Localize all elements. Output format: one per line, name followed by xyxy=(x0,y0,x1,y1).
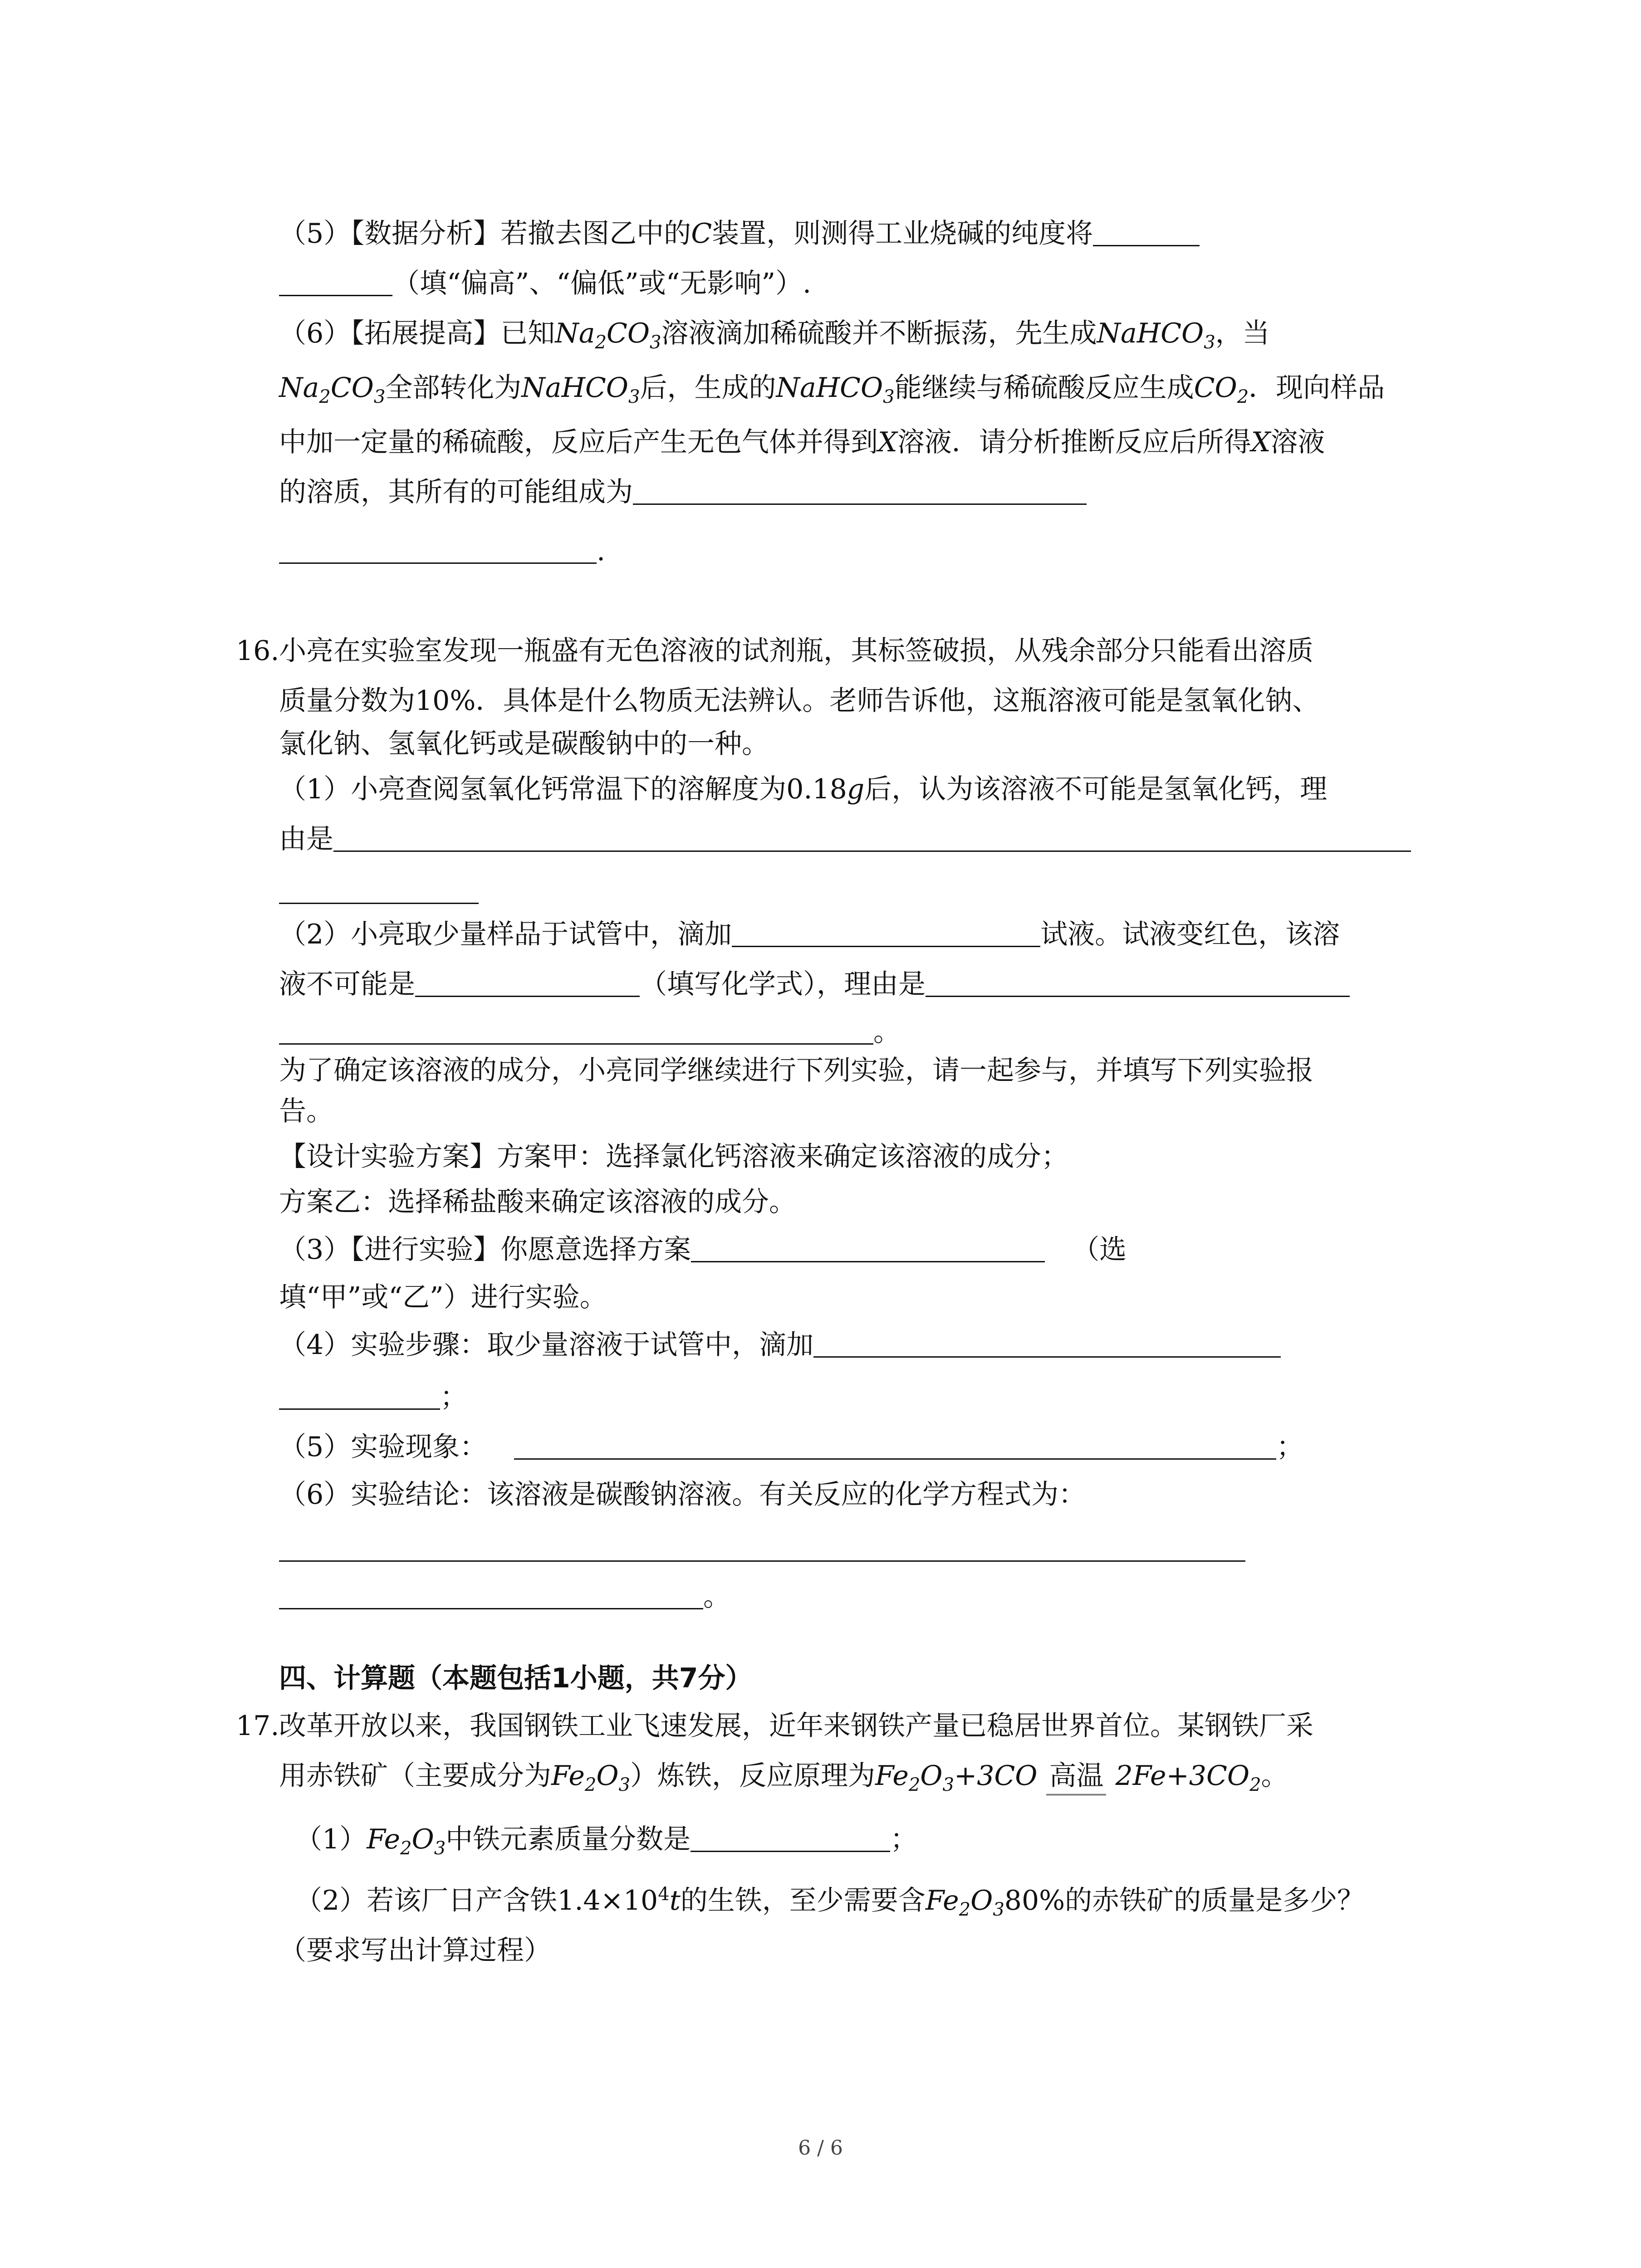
q15-part5-line2 xyxy=(279,265,811,302)
reaction-condition: 高温 xyxy=(1046,1758,1106,1795)
text: （3）【进行实验】你愿意选择方案 xyxy=(279,1234,691,1266)
formula-nahco3: NaHCO$_3$ xyxy=(1097,318,1215,353)
text: 溶液滴加稀硫酸并不断振荡，先生成 xyxy=(661,318,1097,349)
q15-part6-line1 xyxy=(279,315,1270,352)
text: ； xyxy=(1276,1431,1304,1463)
answer-blank[interactable] xyxy=(732,919,1040,947)
answer-blank[interactable] xyxy=(633,477,1087,505)
q15-part6-line3 xyxy=(279,424,1325,460)
answer-blank[interactable] xyxy=(279,1582,703,1609)
q16-number: 16. xyxy=(236,635,279,667)
q16-design-line1: 【设计实验方案】方案甲：选择氯化钙溶液来确定该溶液的成分； xyxy=(279,1141,1068,1173)
q16-stem-line1: 小亮在实验室发现一瓶盛有无色溶液的试剂瓶，其标签破损，从残余部分只能看出溶质 xyxy=(279,635,1313,667)
answer-blank[interactable] xyxy=(926,969,1350,997)
text: ．现向样品 xyxy=(1249,372,1385,404)
text: 的生铁，至少需要含 xyxy=(680,1885,926,1916)
text: 质量分数为 xyxy=(279,685,415,717)
section-title: 四、计算题（本题包括1小题，共7分） xyxy=(279,1662,753,1694)
text: ； xyxy=(890,1823,918,1855)
formula-fe2o3: $Fe_2O_3$ xyxy=(925,1885,1004,1920)
answer-blank[interactable] xyxy=(1093,219,1200,246)
text: 由是 xyxy=(279,823,333,855)
text: （5）实验现象： xyxy=(279,1431,487,1463)
formula-reactants: $Fe_2O_3+3CO$ xyxy=(875,1760,1038,1795)
q16-part6-line2 xyxy=(279,1531,1245,1567)
q15-part6-line4 xyxy=(279,474,1087,510)
text: （填“偏高”、“偏低”或“无影响”）. xyxy=(392,268,812,299)
text: （选 xyxy=(1072,1234,1127,1266)
text: 。 xyxy=(1261,1760,1288,1792)
q16-part4-line1 xyxy=(279,1327,1281,1363)
text: 后，认为该溶液不可能是氢氧化钙，理 xyxy=(864,773,1327,805)
text: （填写化学式），理由是 xyxy=(640,968,926,1000)
q16-part4-line2 xyxy=(279,1379,467,1415)
unit: g xyxy=(847,773,865,805)
q17-stem-line1: 改革开放以来，我国钢铁工业飞速发展，近年来钢铁产量已稳居世界首位。某钢铁厂采 xyxy=(279,1710,1313,1742)
answer-blank[interactable] xyxy=(279,876,479,904)
text: ）炼铁，反应原理为 xyxy=(630,1760,875,1792)
q16-part3-line2: 填“甲”或“乙”）进行实验。 xyxy=(279,1281,607,1313)
formula-fe2o3: $Fe_2O_3$ xyxy=(551,1760,630,1795)
answer-blank[interactable] xyxy=(279,1534,1245,1562)
answer-blank[interactable] xyxy=(279,1382,440,1410)
answer-blank[interactable] xyxy=(514,1432,1276,1460)
answer-blank[interactable] xyxy=(813,1330,1281,1358)
text: ，当 xyxy=(1215,318,1270,349)
text: 后，生成的 xyxy=(640,372,776,404)
formula-co2: $CO_2$ xyxy=(1194,372,1249,407)
q16-stem-line3: 氯化钠、氢氧化钙或是碳酸钠中的一种。 xyxy=(279,728,769,760)
q17-number: 17. xyxy=(236,1710,279,1742)
text: 液不可能是 xyxy=(279,968,415,1000)
q17-part1 xyxy=(295,1821,917,1857)
q16-part5-line1 xyxy=(279,1429,1303,1465)
q16-part1-line2 xyxy=(279,821,1411,857)
value: 1.4×10 xyxy=(557,1885,658,1916)
q16-part6-line3 xyxy=(279,1579,730,1615)
text: . xyxy=(597,535,606,567)
answer-blank[interactable] xyxy=(279,269,392,296)
q17-part2-line1 xyxy=(295,1882,1364,1919)
text: 的溶质，其所有的可能组成为 xyxy=(279,476,633,508)
answer-blank[interactable] xyxy=(333,824,1411,852)
text: 溶液．请分析推断反应后所得 xyxy=(897,426,1251,458)
q16-intro-line1: 为了确定该溶液的成分，小亮同学继续进行下列实验，请一起参与，并填写下列实验报 xyxy=(279,1055,1313,1086)
formula-na2co3: $Na_2CO_3$ xyxy=(279,372,386,407)
text: （5）【数据分析】若撤去图乙中的 xyxy=(279,218,691,249)
q16-part2-line2 xyxy=(279,966,1350,1002)
answer-blank[interactable] xyxy=(691,1824,890,1852)
q15-part6-line5 xyxy=(279,533,605,569)
text: ．具体是什么物质无法辨认。老师告诉他，这瓶溶液可能是氢氧化钠、 xyxy=(475,685,1320,717)
text: 全部转化为 xyxy=(385,372,522,404)
text: 能继续与稀硫酸反应生成 xyxy=(894,372,1194,404)
q17-part2-line2: （要求写出计算过程） xyxy=(279,1935,551,1966)
answer-blank[interactable] xyxy=(279,536,597,564)
q16-stem-line2 xyxy=(279,683,1319,719)
formula-products: $2Fe+3CO_2$ xyxy=(1115,1760,1261,1795)
q16-part6-line1: （6）实验结论：该溶液是碳酸钠溶液。有关反应的化学方程式为： xyxy=(279,1479,1086,1510)
text: （2）若该厂日产含铁 xyxy=(295,1885,558,1916)
text: （2）小亮取少量样品于试管中，滴加 xyxy=(279,919,732,950)
formula-nahco3: NaHCO$_3$ xyxy=(521,372,640,407)
text: 。 xyxy=(703,1581,730,1613)
q16-intro-line2: 告。 xyxy=(279,1095,333,1127)
value: 0.18 xyxy=(786,773,847,805)
value: 10% xyxy=(415,685,476,717)
q15-part6-line2 xyxy=(279,370,1385,406)
text: 用赤铁矿（主要成分为 xyxy=(279,1760,551,1792)
q16-part2-line3 xyxy=(279,1014,901,1050)
text: 装置，则测得工业烧碱的纯度将 xyxy=(712,218,1093,249)
text: 中铁元素质量分数是 xyxy=(446,1823,691,1855)
text: 中加一定量的稀硫酸，反应后产生无色气体并得到 xyxy=(279,426,878,458)
formula-fe2o3: $Fe_2O_3$ xyxy=(367,1823,446,1859)
q16-part2-line1 xyxy=(279,916,1340,953)
formula-nahco3: NaHCO$_3$ xyxy=(776,372,895,407)
answer-blank[interactable] xyxy=(415,969,640,997)
q17-stem-line2 xyxy=(279,1758,1288,1795)
q16-part3-line1 xyxy=(279,1232,1127,1268)
answer-blank[interactable] xyxy=(691,1235,1045,1262)
answer-blank[interactable] xyxy=(279,1017,873,1045)
var-x: X xyxy=(878,426,897,458)
q15-part5-line1 xyxy=(279,215,1200,252)
q16-part1-line3 xyxy=(279,873,479,909)
q16-part1-line1 xyxy=(279,771,1327,807)
formula-na2co3: $Na_2CO_3$ xyxy=(555,318,661,353)
text: （1） xyxy=(295,1823,367,1855)
value: 80% xyxy=(1004,1885,1065,1916)
text: （6）【拓展提高】已知 xyxy=(279,318,555,349)
text: 的赤铁矿的质量是多少？ xyxy=(1065,1885,1365,1916)
exponent: 4 xyxy=(658,1884,670,1905)
var-c: C xyxy=(691,218,712,249)
unit: t xyxy=(669,1885,681,1916)
text: （1）小亮查阅氢氧化钙常温下的溶解度为 xyxy=(279,773,787,805)
page-number: 6 / 6 xyxy=(798,2136,843,2160)
text: 。 xyxy=(873,1016,901,1048)
text: ； xyxy=(440,1381,467,1413)
text: 试液。试液变红色，该溶 xyxy=(1040,919,1340,950)
q16-design-line2: 方案乙：选择稀盐酸来确定该溶液的成分。 xyxy=(279,1186,796,1218)
text: 溶液 xyxy=(1270,426,1325,458)
text: （4）实验步骤：取少量溶液于试管中，滴加 xyxy=(279,1329,814,1361)
var-x: X xyxy=(1251,426,1271,458)
